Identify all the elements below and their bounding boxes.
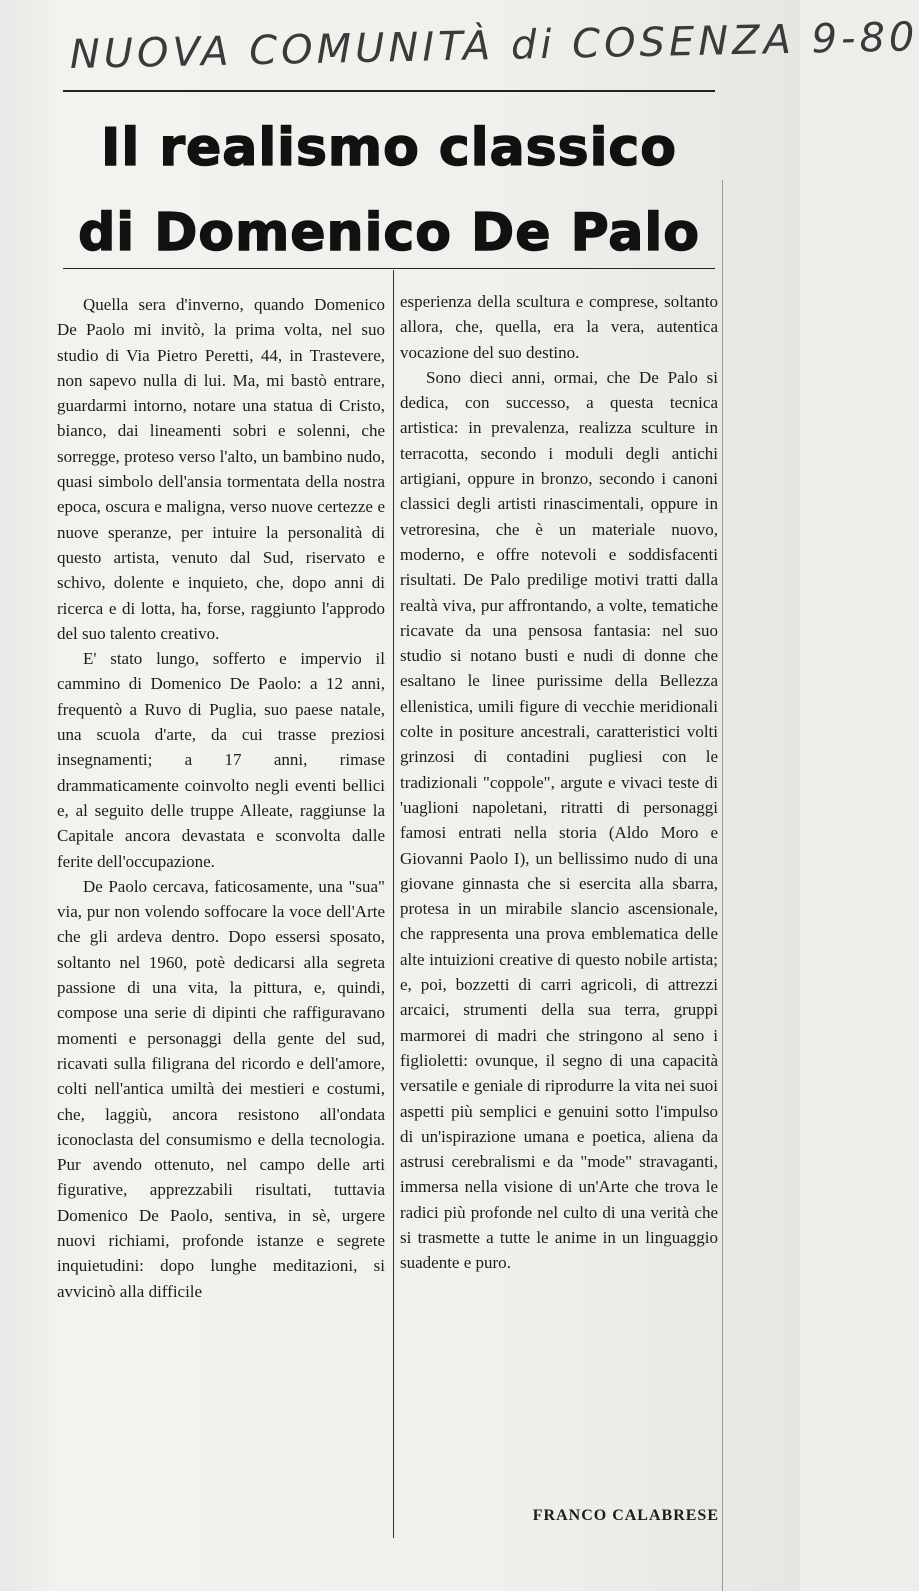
article-left-column [57,292,385,1304]
top-rule [63,90,715,92]
headline-rule [63,268,715,269]
headline-line-2: di Domenico De Palo [78,203,700,263]
paragraph: Quella sera d'inverno, quando Domenico De Paolo mi invitò, la prima volta, nel suo studio di Via Pietro Peretti, 44, in Trastevere, non sapevo nulla di lui. Ma, mi bastò entrare, guardarmi intorno, notare una statua di Cristo, bianco, dai lineamenti sobri e solenni, che sorregge, proteso verso l'alto, un bambino nudo, quasi simbolo dell'ansia tormentata della nostra epoca, oscura e maligna, verso nuove certezze e nuove speranze, per intuire la personalità di questo artista, venuto dal Sud, riservato e schivo, dolente e inquieto, che, dopo anni di ricerca e di lotta, ha, forse, raggiunto l'approdo del suo talento creativo. [57,295,385,643]
paper-edge [722,180,723,1591]
paragraph: De Paolo cercava, faticosamente, una "sua" via, pur non volendo soffocare la voce dell'Arte che gli ardeva dentro. Dopo essersi sposato, soltanto nel 1960, potè dedicarsi alla segreta passione di una vita, la pittura, e, quindi, compose una serie di dipinti che raffiguravano momenti e personaggi della gente del sud, ricavati sulla filigrana del ricordo e dell'amore, colti nell'antica umiltà dei mestieri e costumi, che, laggiù, ancora resistono all'ondata iconoclasta del consumismo e della tecnologia. Pur avendo ottenuto, nel campo delle arti figurative, apprezzabili risultati, tuttavia Domenico De Paolo, sentiva, in sè, urgere nuovi richiami, profonde istanze e segrete inquietudini: dopo lunghe meditazioni, si avvicinò alla difficile [57,876,385,1301]
article-right-column [400,289,718,1276]
headline-line-1: Il realismo classico [101,118,677,178]
column-divider [393,270,394,1538]
paragraph: E' stato lungo, sofferto e impervio il cammino di Domenico De Paolo: a 12 anni, frequentò a Ruvo di Puglia, suo paese natale, una scuola d'arte, da cui trasse preziosi insegnamenti; a 17 anni, rimase drammaticamente coinvolto negli eventi bellici e, al seguito delle truppe Alleate, raggiunse la Capitale ancora devastata e sconvolta dalle ferite dell'occupazione. [57,649,385,871]
paragraph-continuation: esperienza della scultura e comprese, soltanto allora, che, quella, era la vera, autentica vocazione del suo destino. [400,292,718,362]
handwritten-source-note: NUOVA COMUNITÀ di COSENZA 9-80 [69,14,919,78]
paragraph: Sono dieci anni, ormai, che De Palo si dedica, con successo, a questa tecnica artistica: in prevalenza, realizza sculture in terracotta, secondo i moduli degli antichi artigiani, oppure in bronzo, secondo i canoni classici degli artisti rinascimentali, oppure in vetroresina, che è un materiale nuovo, moderno, e offre notevoli e soddisfacenti risultati. De Palo predilige motivi tratti dalla realtà viva, pur affrontando, a volte, tematiche ricavate da una pensosa fantasia: nel suo studio si notano busti e nudi di donne che esaltano le linee purissime della Bellezza ellenistica, umili figure di vecchie meridionali colte in positure ancestrali, caratteristici volti grinzosi di contadini pugliesi con le tradizionali "coppole", argute e vivaci teste di 'uaglioni napoletani, ritratti di personaggi famosi entrati nella storia (Aldo Moro e Giovanni Paolo I), un bellissimo nudo di una giovane ginnasta che si esercita alla sbarra, protesa in un mirabile slancio ascensionale, che rappresenta una prova emblematica delle alte intuizioni creative di questo nobile artista; e, poi, bozzetti di carri agricoli, di attrezzi arcaici, strumenti della sua terra, gruppi marmorei di madri che stringono al seno i figlioletti: ovunque, il segno di una capacità versatile e geniale di riprodurre la vita nei suoi aspetti più semplici e genuini sotto l'impulso di un'ispirazione umana e poetica, aliena da astrusi cerebralismi e da "mode" stravaganti, immersa nella visione di un'Arte che trova le radici più profonde nel culto di una verità che si trasmette a tutte le anime in un linguaggio suadente e puro. [400,367,718,1273]
author-byline: FRANCO CALABRESE [532,1507,719,1524]
